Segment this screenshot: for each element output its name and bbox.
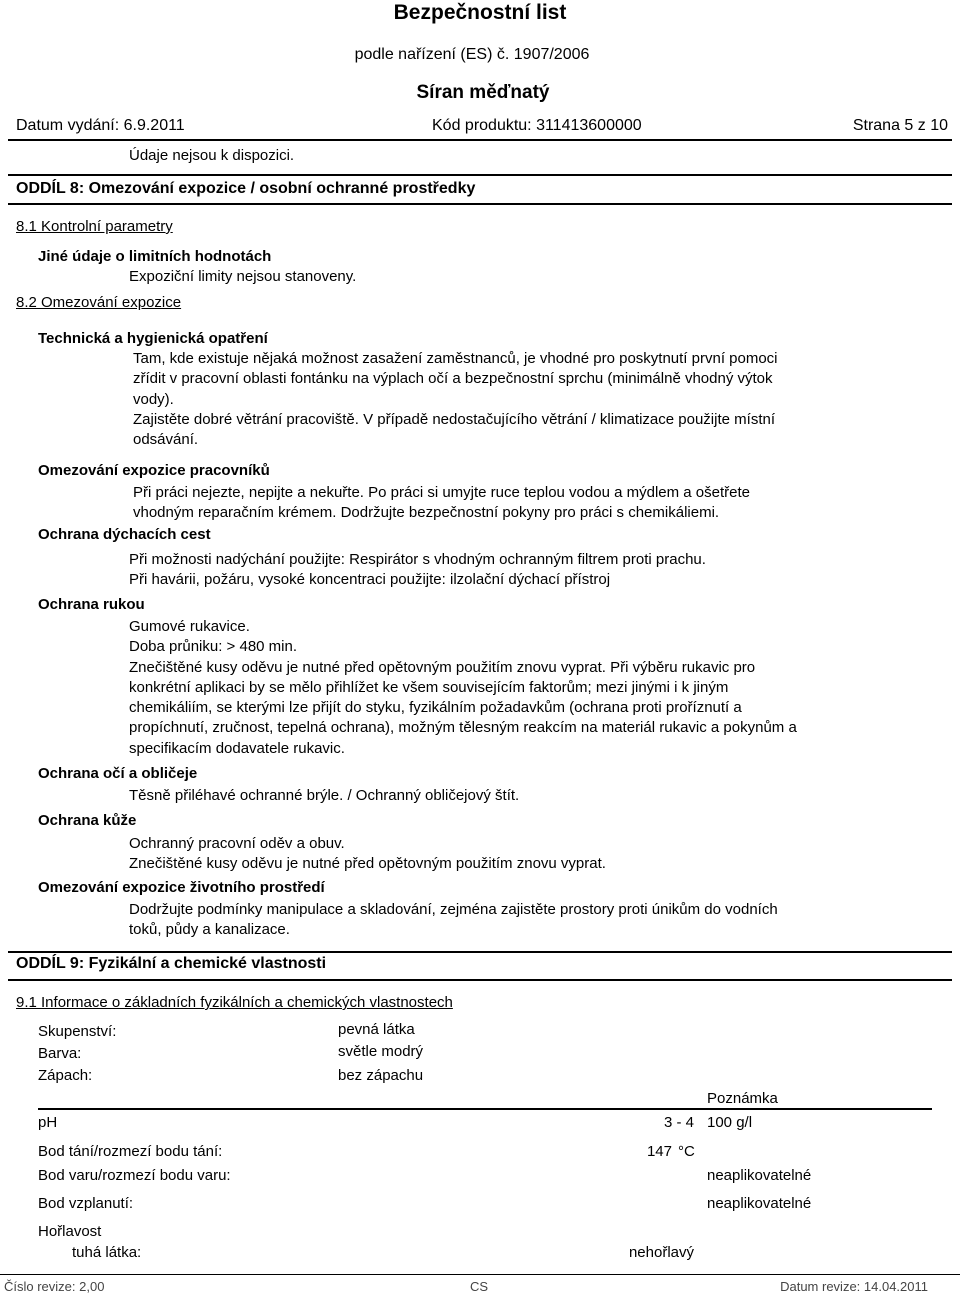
text-line: specifikacím dodavatele rukavic. xyxy=(129,739,345,757)
text-line: odsávání. xyxy=(133,431,199,449)
odor-label: Zápach: xyxy=(38,1067,93,1084)
text-line: Gumové rukavice. xyxy=(129,618,250,635)
text-line: Znečištěné kusy oděvu je nutné před opětovným použitím znovu vyprat. Při výběru rukavic pro xyxy=(129,658,756,676)
boiling-point-note: neaplikovatelné xyxy=(707,1167,812,1184)
previous-section-text: Údaje nejsou k dispozici. xyxy=(129,147,295,164)
text-line: vody). xyxy=(133,390,174,408)
section8-bottom-rule xyxy=(8,203,952,205)
state-value: pevná látka xyxy=(338,1021,415,1038)
melting-point-unit: °C xyxy=(678,1143,695,1160)
text-line: Dodržujte podmínky manipulace a skladování, zejména zajistěte prostory proti únikům do vodních xyxy=(129,901,778,918)
section8-title: ODDÍL 8: Omezování expozice / osobní ochranné prostředky xyxy=(16,180,476,197)
text-line: Ochranný pracovní oděv a obuv. xyxy=(129,835,345,852)
ph-note: 100 g/l xyxy=(707,1114,753,1131)
text-line: Těsně přiléhavé ochranné brýle. / Ochranný obličejový štít. xyxy=(129,787,520,804)
text-line: propíchnutí, zručnost, tepelná ochrana), možným tělesným reakcím na materiál rukavic a pokynům a xyxy=(129,719,797,737)
section9-bottom-rule xyxy=(8,979,952,981)
page-number: Strana 5 z 10 xyxy=(852,117,948,134)
issue-date: Datum vydání: 6.9.2011 xyxy=(16,117,185,134)
environment-heading: Omezování expozice životního prostředí xyxy=(38,879,325,896)
subsection-8-1-title: 8.1 Kontrolní parametry xyxy=(16,218,173,235)
footer-rule xyxy=(0,1274,960,1275)
tech-measures-heading: Technická a hygienická opatření xyxy=(38,330,268,347)
text-line: zřídit v pracovní oblasti fontánku na výplach očí a bezpečnostní sprchu (minimálně vhodný výtok xyxy=(133,370,773,388)
text-line: chemikáliím, se kterými lze přijít do styku, fyzikálním požadavkům (ochrana proti proříznutí a xyxy=(129,699,742,717)
subsection-9-1-title: 9.1 Informace o základních fyzikálních a chemických vlastnostech xyxy=(16,994,453,1011)
flammability-value: nehořlavý xyxy=(628,1244,694,1261)
note-header: Poznámka xyxy=(707,1090,778,1107)
workers-heading: Omezování expozice pracovníků xyxy=(38,462,270,479)
text-line: toků, půdy a kanalizace. xyxy=(129,921,290,939)
melting-point-label: Bod tání/rozmezí bodu tání: xyxy=(38,1143,223,1160)
section8-top-rule xyxy=(8,174,952,176)
color-value: světle modrý xyxy=(338,1043,424,1060)
properties-table-rule xyxy=(38,1108,932,1110)
color-label: Barva: xyxy=(38,1045,82,1062)
section9-top-rule xyxy=(8,951,952,953)
text-line: Tam, kde existuje nějaká možnost zasažení zaměstnanců, je vhodné pro poskytnutí první pomoci xyxy=(133,350,778,367)
text-line: Při havárii, požáru, vysoké koncentraci použijte: ilzolační dýchací přístroj xyxy=(129,571,611,589)
text-line: Při možnosti nadýchání použijte: Respirátor s vhodným ochranným filtrem proti prachu. xyxy=(129,551,706,568)
product-name: Síran měďnatý xyxy=(416,82,550,103)
respiratory-heading: Ochrana dýchacích cest xyxy=(38,526,211,543)
text-line: Zajistěte dobré větrání pracoviště. V případě nedostačujícího větrání / klimatizace použijte místní xyxy=(133,410,775,428)
hands-text xyxy=(129,617,797,759)
header-rule xyxy=(8,139,952,141)
workers-text xyxy=(133,483,750,524)
flammability-label: Hořlavost xyxy=(38,1223,102,1240)
text-line: konkrétní aplikaci by se mělo přihlížet ke všem souvisejícím faktorům; mezi jinými i k jiným xyxy=(129,678,729,696)
text-line: Znečištěné kusy oděvu je nutné před opětovným použitím znovu vyprat. xyxy=(129,855,606,873)
hands-heading: Ochrana rukou xyxy=(38,596,145,613)
flash-point-note: neaplikovatelné xyxy=(707,1195,812,1212)
ph-value: 3 - 4 xyxy=(663,1114,694,1131)
limits-text: Expoziční limity nejsou stanoveny. xyxy=(129,268,357,285)
revision-date: Datum revize: 14.04.2011 xyxy=(780,1279,928,1294)
flammability-solid-label: tuhá látka: xyxy=(72,1244,142,1261)
skin-heading: Ochrana kůže xyxy=(38,812,137,829)
revision-number: Číslo revize: 2,00 xyxy=(4,1279,105,1294)
environment-text xyxy=(129,900,778,941)
text-line: Při práci nejezte, nepijte a nekuřte. Po práci si umyjte ruce teplou vodou a mýdlem a ošetřete xyxy=(133,484,750,501)
skin-text xyxy=(129,834,606,875)
subsection-8-2-title: 8.2 Omezování expozice xyxy=(16,294,182,311)
melting-point-value: 147 xyxy=(646,1143,672,1160)
language-code: CS xyxy=(470,1279,489,1294)
eyes-heading: Ochrana očí a obličeje xyxy=(38,765,198,782)
tech-measures-text xyxy=(133,349,778,450)
document-title: Bezpečnostní list xyxy=(393,1,567,24)
eyes-text xyxy=(129,786,519,806)
limits-heading: Jiné údaje o limitních hodnotách xyxy=(38,248,272,265)
state-label: Skupenství: xyxy=(38,1023,117,1040)
text-line: Doba průniku: > 480 min. xyxy=(129,638,298,656)
boiling-point-label: Bod varu/rozmezí bodu varu: xyxy=(38,1167,231,1184)
section9-title: ODDÍL 9: Fyzikální a chemické vlastnosti xyxy=(16,955,327,972)
text-line: vhodným reparačním krémem. Dodržujte bezpečnostní pokyny pro práci s chemikáliemi. xyxy=(133,504,720,522)
respiratory-text xyxy=(129,550,706,591)
flash-point-label: Bod vzplanutí: xyxy=(38,1195,134,1212)
regulation-subtitle: podle nařízení (ES) č. 1907/2006 xyxy=(354,46,590,63)
odor-value: bez zápachu xyxy=(338,1067,424,1084)
product-code: Kód produktu: 311413600000 xyxy=(432,117,642,134)
ph-label: pH xyxy=(38,1114,58,1131)
